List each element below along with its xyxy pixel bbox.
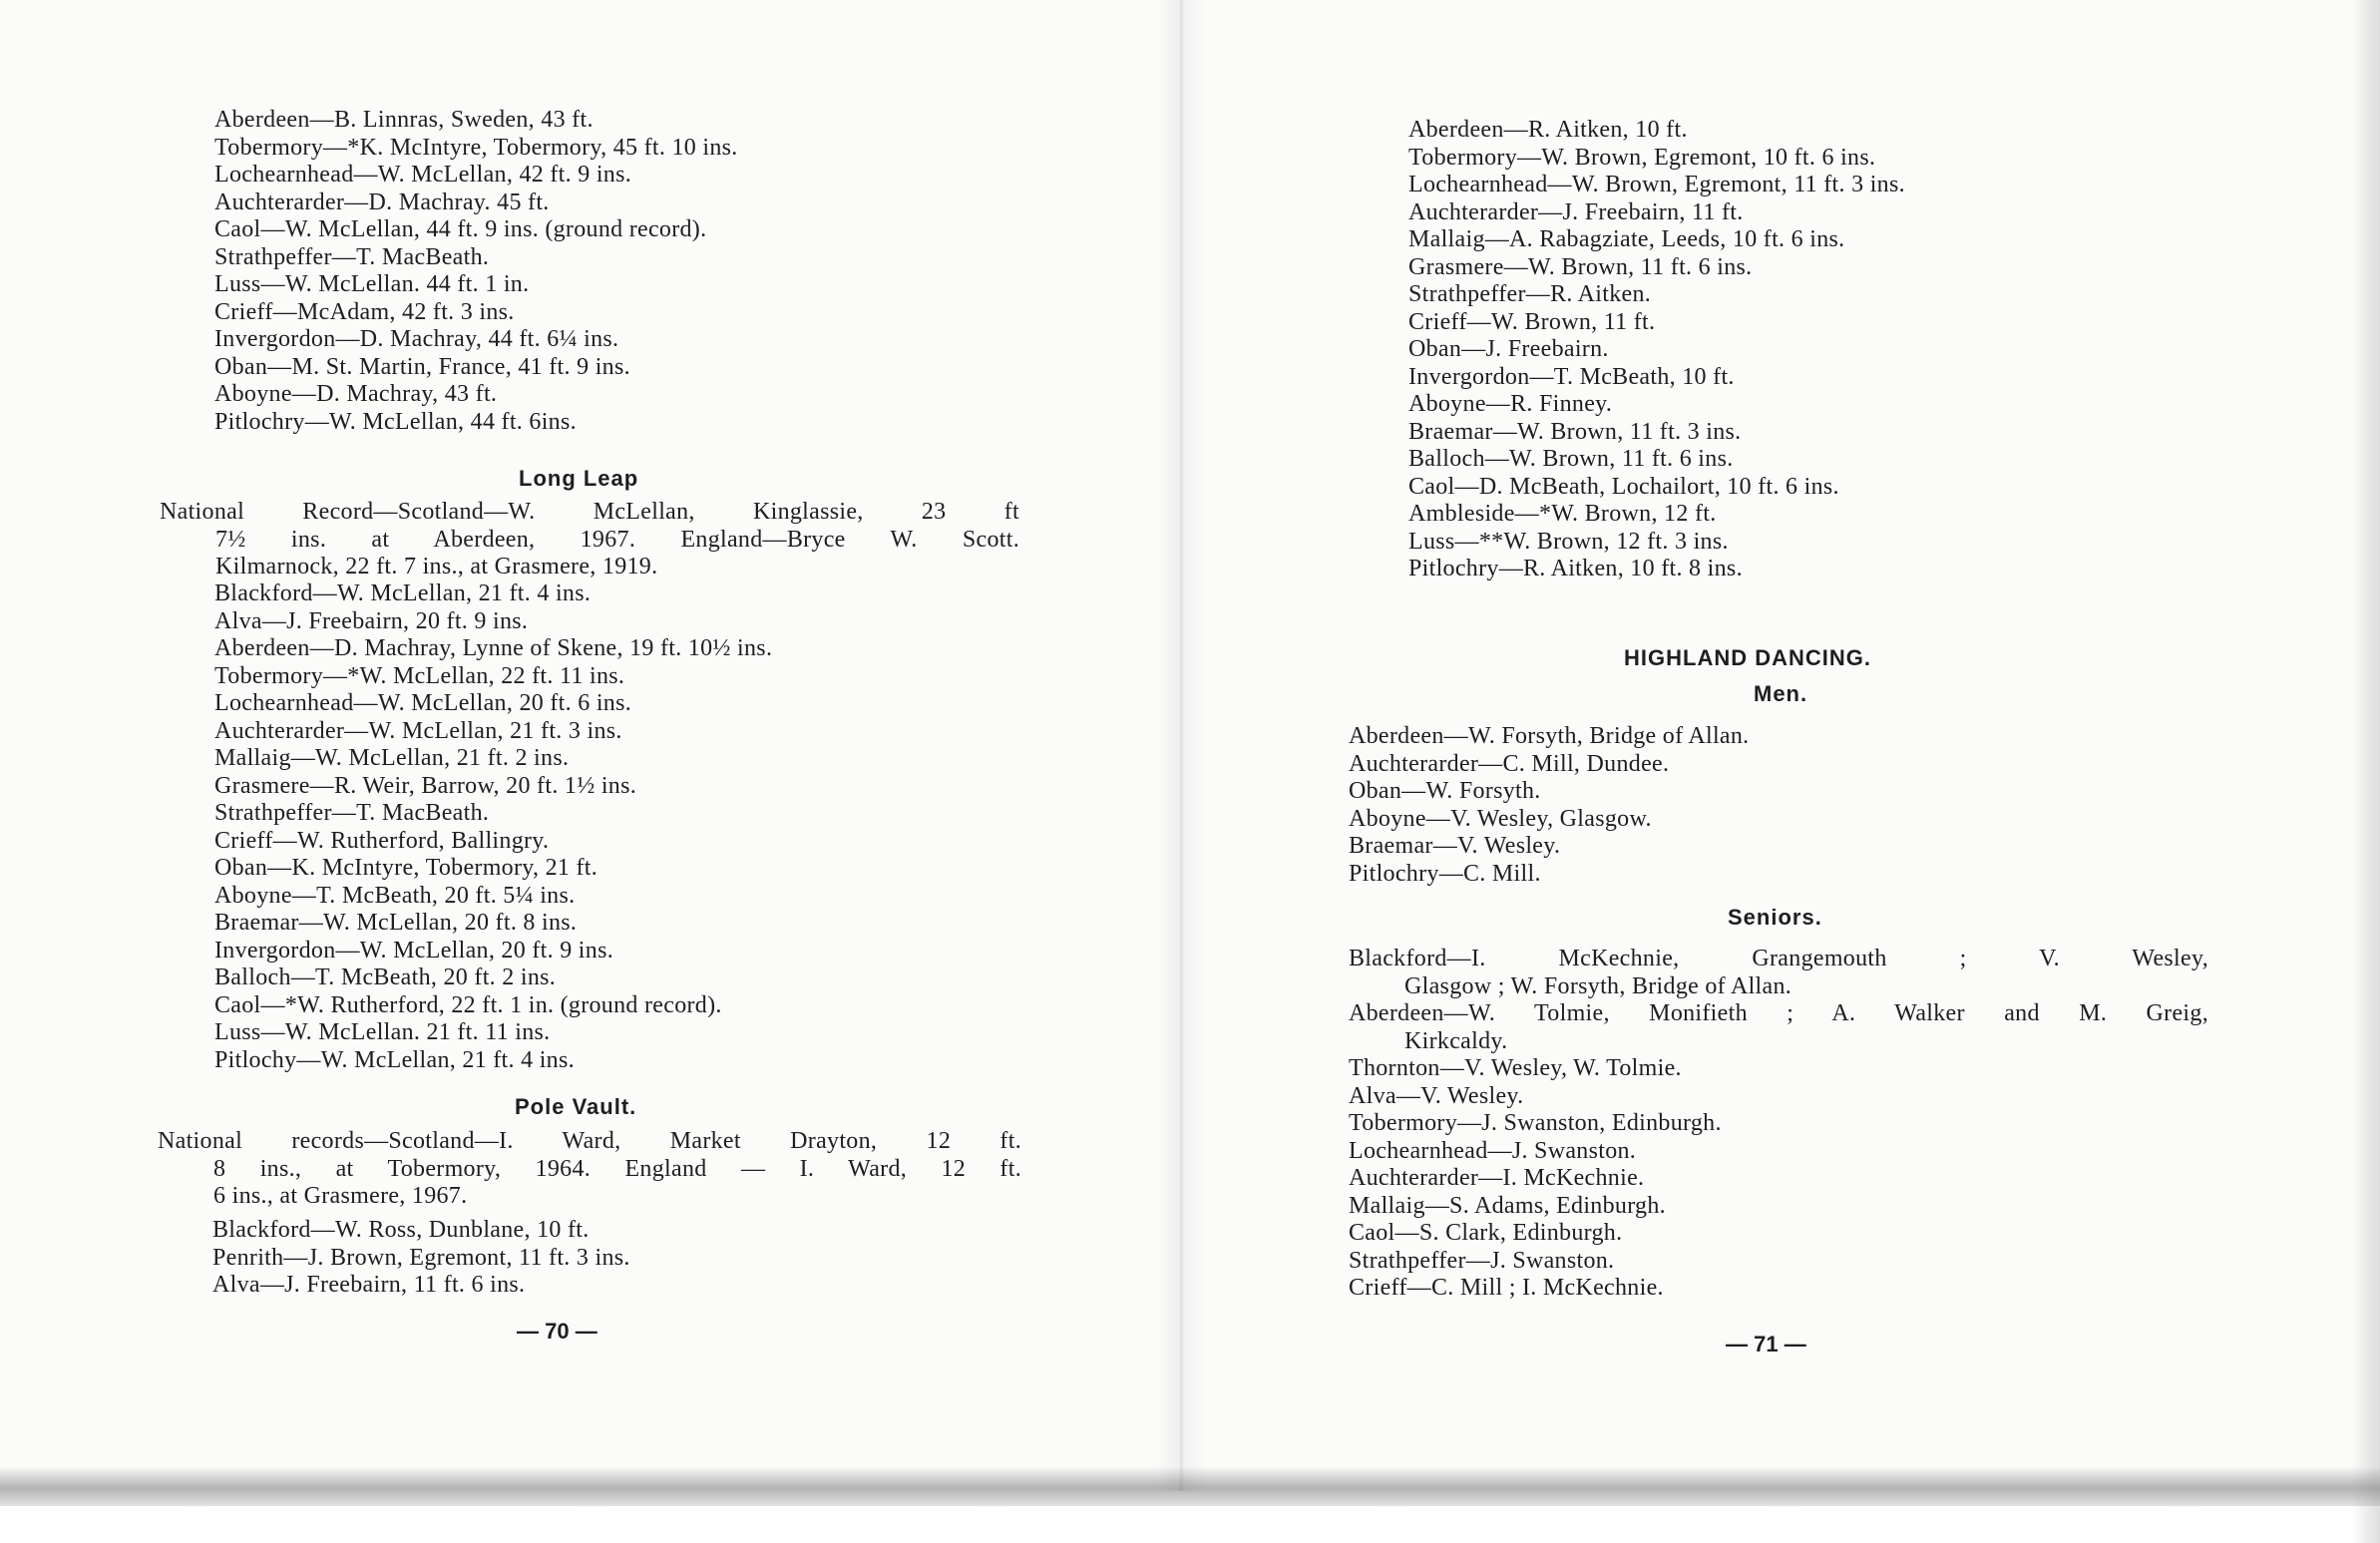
record-line: 7½ ins. at Aberdeen, 1967. England—Bryce W. Scott. [215,526,1019,553]
result-entry: Pitlochry—C. Mill. [1349,860,1541,887]
highland-dancing-heading: HIGHLAND DANCING. [1624,645,1871,670]
seniors-line: Glasgow ; W. Forsyth, Bridge of Allan. [1404,972,1792,999]
result-entry: Crieff—W. Rutherford, Ballingry. [214,827,550,854]
result-entry: Auchterarder—J. Freebairn, 11 ft. [1408,198,1744,225]
result-entry: Lochearnhead—W. McLellan, 42 ft. 9 ins. [214,162,632,188]
result-entry: Braemar—W. Brown, 11 ft. 3 ins. [1408,418,1742,445]
result-entry: Pitlochry—W. McLellan, 44 ft. 6ins. [214,408,577,435]
result-entry: Pitlochy—W. McLellan, 21 ft. 4 ins. [214,1046,575,1073]
result-entry: Caol—S. Clark, Edinburgh. [1349,1220,1623,1246]
book-gutter [1157,0,1205,1491]
seniors-line: Aberdeen—W. Tolmie, Monifieth ; A. Walker and M. Greig, [1349,1000,2208,1026]
page-number-71: — 71 — [1726,1332,1806,1356]
result-entry: Mallaig—S. Adams, Edinburgh. [1349,1192,1666,1219]
result-entry: Invergordon—W. McLellan, 20 ft. 9 ins. [214,937,614,964]
result-entry: Lochearnhead—J. Swanston. [1349,1137,1637,1164]
result-entry: Thornton—V. Wesley, W. Tolmie. [1349,1055,1682,1081]
result-entry: Lochearnhead—W. McLellan, 20 ft. 6 ins. [214,690,632,716]
record-line: 6 ins., at Grasmere, 1967. [213,1183,468,1209]
result-entry: Luss—W. McLellan. 21 ft. 11 ins. [214,1019,551,1045]
result-entry: Balloch—T. McBeath, 20 ft. 2 ins. [214,964,557,990]
result-entry: Luss—**W. Brown, 12 ft. 3 ins. [1408,528,1729,555]
pole-vault-results-list [212,1217,630,1300]
result-entry: Caol—W. McLellan, 44 ft. 9 ins. (ground record). [214,216,707,242]
result-entry: Caol—D. McBeath, Lochailort, 10 ft. 6 ins. [1408,473,1839,500]
seniors-multiline-entries [1349,946,2208,1055]
result-entry: Mallaig—W. McLellan, 21 ft. 2 ins. [214,745,570,771]
result-entry: Balloch—W. Brown, 11 ft. 6 ins. [1408,446,1734,472]
result-entry: Aberdeen—D. Machray, Lynne of Skene, 19 ft. 10½ ins. [214,635,773,661]
book-right-edge [2352,0,2380,1543]
result-entry: Aboyne—R. Finney. [1408,391,1613,417]
result-entry: Crieff—C. Mill ; I. McKechnie. [1349,1275,1664,1301]
result-entry: Grasmere—R. Weir, Barrow, 20 ft. 1½ ins. [214,772,637,799]
result-entry: Braemar—W. McLellan, 20 ft. 8 ins. [214,910,578,936]
result-entry: Oban—M. St. Martin, France, 41 ft. 9 ins. [214,353,630,380]
long-leap-heading: Long Leap [519,466,639,491]
right-page [1179,0,2376,1486]
result-entry: Caol—*W. Rutherford, 22 ft. 1 in. (ground record). [214,991,722,1018]
men-dancing-results-list [1349,723,1750,888]
result-entry: Tobermory—*W. McLellan, 22 ft. 11 ins. [214,662,625,689]
result-entry: Blackford—W. McLellan, 21 ft. 4 ins. [214,580,592,606]
result-entry: Blackford—W. Ross, Dunblane, 10 ft. [212,1217,590,1243]
result-entry: Strathpeffer—T. MacBeath. [214,800,490,826]
result-entry: Aberdeen—W. Forsyth, Bridge of Allan. [1349,723,1750,749]
result-entry: Alva—J. Freebairn, 11 ft. 6 ins. [212,1272,526,1298]
long-leap-national-record [160,499,1019,581]
result-entry: Invergordon—T. McBeath, 10 ft. [1408,363,1735,390]
result-entry: Alva—J. Freebairn, 20 ft. 9 ins. [214,607,529,634]
shot-put-results-list [214,107,738,436]
page-number-70: — 70 — [517,1319,597,1344]
result-entry: Lochearnhead—W. Brown, Egremont, 11 ft. 3 ins. [1408,172,1905,197]
result-entry: Mallaig—A. Rabagziate, Leeds, 10 ft. 6 ins. [1408,226,1845,252]
result-entry: Tobermory—W. Brown, Egremont, 10 ft. 6 ins. [1408,144,1876,171]
result-entry: Strathpeffer—R. Aitken. [1408,281,1652,307]
result-entry: Pitlochry—R. Aitken, 10 ft. 8 ins. [1408,556,1743,581]
result-entry: Auchterarder—W. McLellan, 21 ft. 3 ins. [214,717,622,744]
result-entry: Aboyne—T. McBeath, 20 ft. 5¼ ins. [214,882,576,909]
long-leap-results-list [214,580,772,1074]
result-entry: Braemar—V. Wesley. [1349,833,1561,859]
pole-vault-heading: Pole Vault. [515,1094,637,1119]
result-entry: Tobermory—J. Swanston, Edinburgh. [1349,1110,1722,1136]
record-line: National Record—Scotland—W. McLellan, Kinglassie, 23 ft [160,499,1019,525]
result-entry: Invergordon—D. Machray, 44 ft. 6¼ ins. [214,326,619,352]
result-entry: Crieff—McAdam, 42 ft. 3 ins. [214,298,515,325]
result-entry: Strathpeffer—T. MacBeath. [214,243,490,270]
result-entry: Tobermory—*K. McIntyre, Tobermory, 45 ft. 10 ins. [214,134,738,161]
left-page [0,0,1177,1486]
result-entry: Luss—W. McLellan. 44 ft. 1 in. [214,271,530,297]
book-bottom-edge [0,1466,2380,1506]
record-line: National records—Scotland—I. Ward, Market Drayton, 12 ft. [158,1128,1021,1154]
result-entry: Auchterarder—C. Mill, Dundee. [1349,750,1670,777]
result-entry: Alva—V. Wesley. [1349,1082,1524,1109]
result-entry: Aboyne—V. Wesley, Glasgow. [1349,805,1652,832]
result-entry: Ambleside—*W. Brown, 12 ft. [1408,501,1717,527]
seniors-heading: Seniors. [1728,905,1822,930]
result-entry: Oban—W. Forsyth. [1349,778,1541,804]
result-entry: Oban—J. Freebairn. [1408,336,1609,362]
result-entry: Oban—K. McIntyre, Tobermory, 21 ft. [214,855,598,881]
result-entry: Grasmere—W. Brown, 11 ft. 6 ins. [1408,253,1753,280]
seniors-line: Blackford—I. McKechnie, Grangemouth ; V. Wesley, [1349,946,2208,971]
seniors-dancing-results-list [1349,1055,1722,1303]
result-entry: Crieff—W. Brown, 11 ft. [1408,308,1656,335]
result-entry: Aberdeen—R. Aitken, 10 ft. [1408,117,1688,143]
record-line: 8 ins., at Tobermory, 1964. England — I. Ward, 12 ft. [213,1155,1021,1182]
record-line: Kilmarnock, 22 ft. 7 ins., at Grasmere, 1919. [215,554,658,579]
seniors-line: Kirkcaldy. [1404,1027,1508,1054]
result-entry: Penrith—J. Brown, Egremont, 11 ft. 3 ins. [212,1244,630,1271]
result-entry: Strathpeffer—J. Swanston. [1349,1247,1615,1274]
result-entry: Aboyne—D. Machray, 43 ft. [214,381,498,407]
pole-vault-results-list-continued [1408,117,1905,583]
men-heading: Men. [1754,681,1808,706]
pole-vault-national-record [158,1128,1021,1211]
result-entry: Auchterarder—I. McKechnie. [1349,1165,1645,1191]
result-entry: Aberdeen—B. Linnras, Sweden, 43 ft. [214,107,594,133]
result-entry: Auchterarder—D. Machray. 45 ft. [214,189,550,215]
